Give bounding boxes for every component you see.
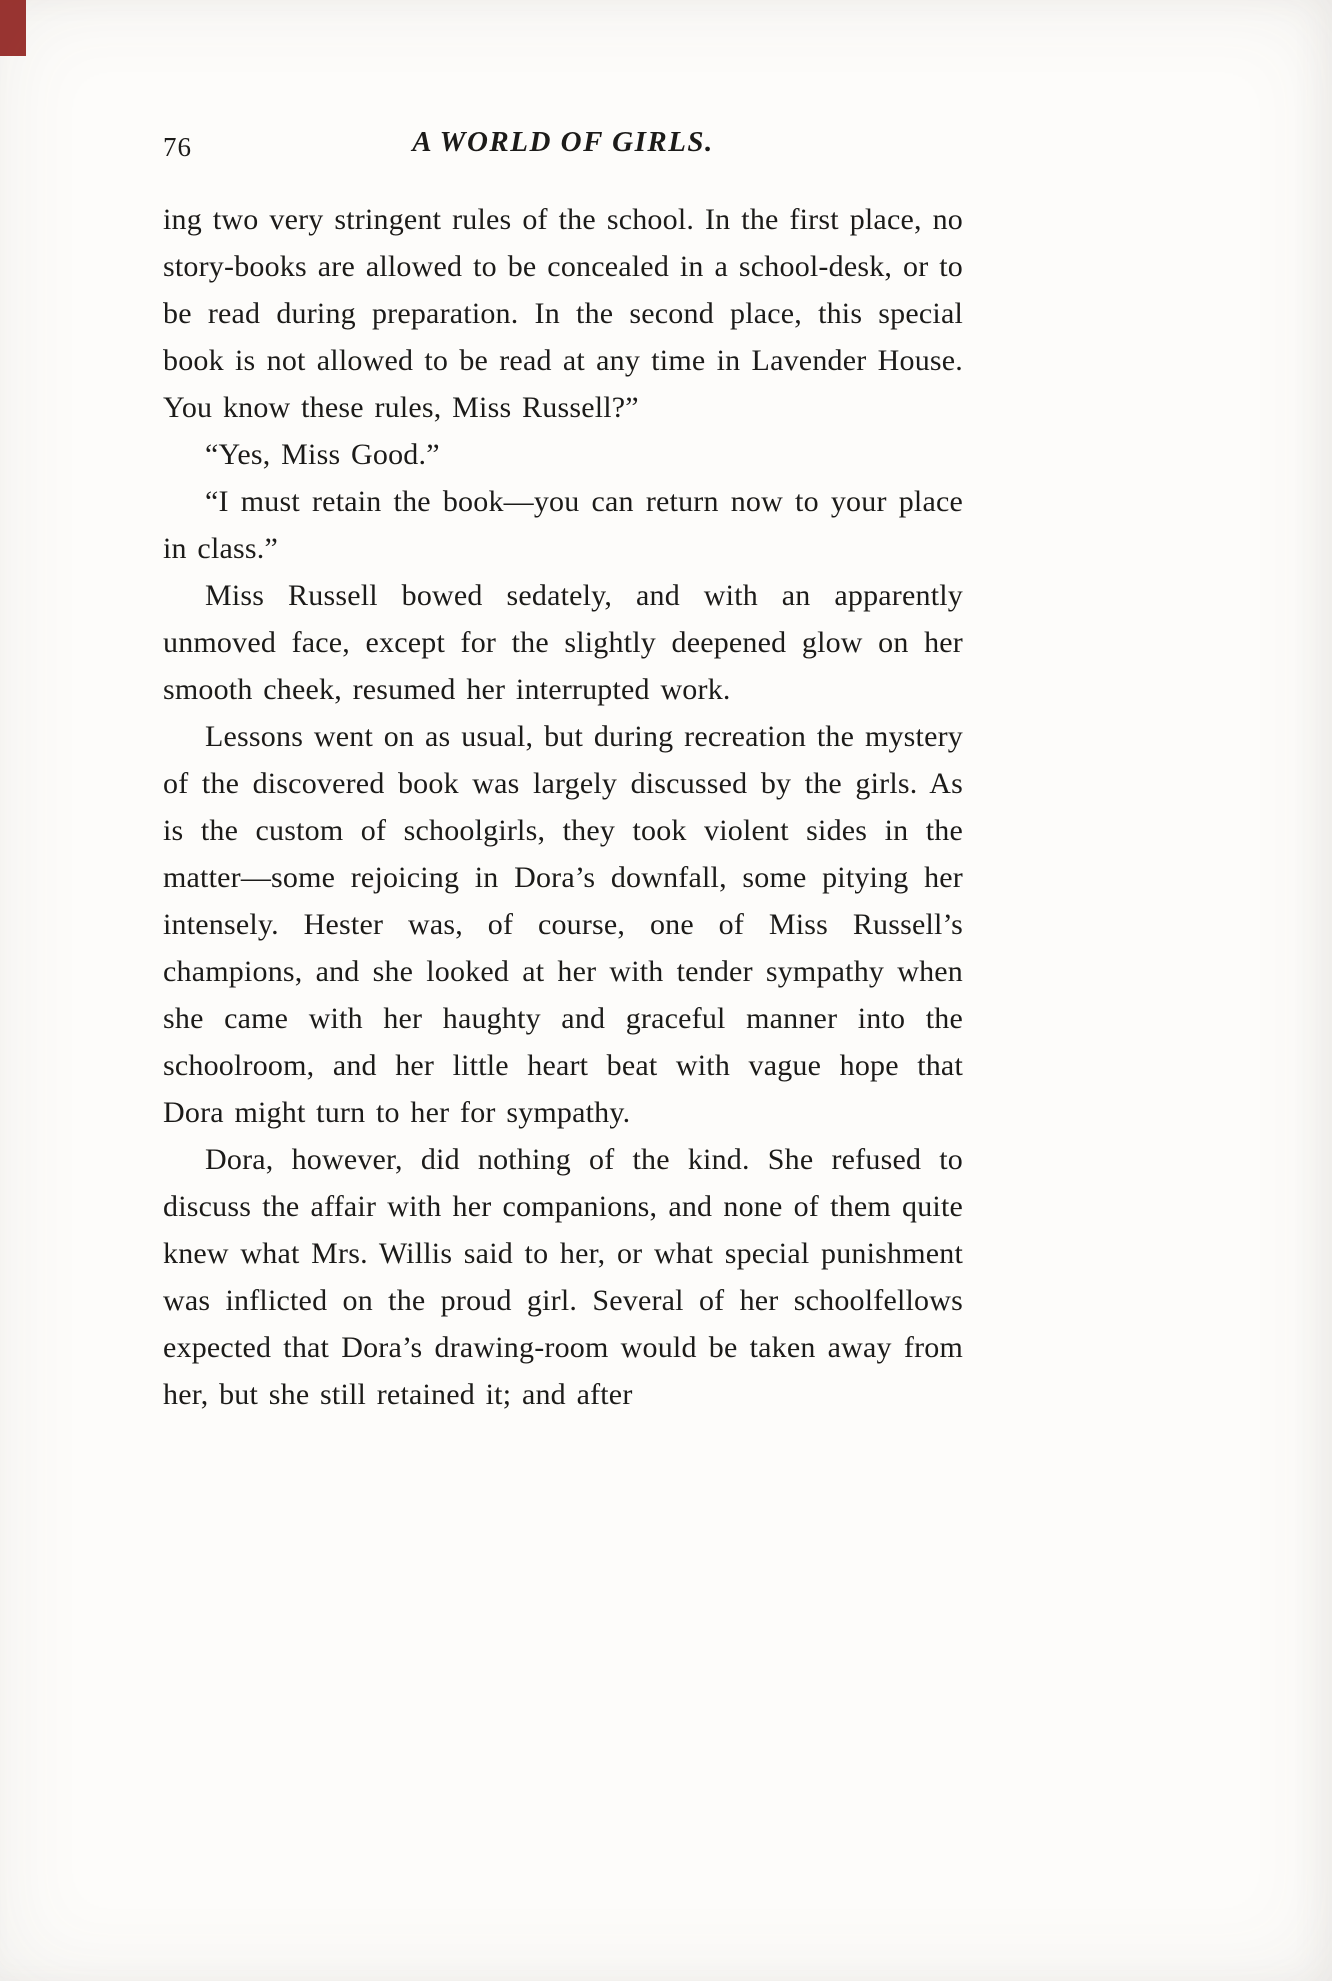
running-header-title: A WORLD OF GIRLS. — [412, 126, 714, 158]
paragraph: Lessons went on as usual, but during recreation the mystery of the discovered book was largely discussed by the girls. As is the custom of schoolgirls, they took violent sides in the matter—some rejoicing in Dora’s downfall, some pitying her intensely. Hester was, of course, one of Miss Russell’s champions, and she looked at her with tender sympathy when she came with her haughty and graceful manner into the schoolroom, and her little heart beat with vague hope that Dora might turn to her for sympathy. — [163, 720, 963, 1129]
page-number: 76 — [163, 132, 192, 162]
body-text — [163, 196, 963, 1418]
paragraph: “I must retain the book—you can return now to your place in class.” — [163, 485, 963, 565]
page-header — [163, 126, 963, 178]
paragraph: ing two very stringent rules of the school. In the first place, no story-books are allowed to be concealed in a school-desk, or to be read during preparation. In the second place, this special book is not allowed to be read at any time in Lavender House. You know these rules, Miss Russell?” — [163, 203, 963, 424]
paragraph: Dora, however, did nothing of the kind. She refused to discuss the affair with her companions, and none of them quite knew what Mrs. Willis said to her, or what special punishment was inflicted on the proud girl. Several of her schoolfellows expected that Dora’s drawing-room would be taken away from her, but she still retained it; and after — [163, 1143, 963, 1411]
text-column — [163, 126, 963, 1418]
paragraph: Miss Russell bowed sedately, and with an apparently unmoved face, except for the slightly deepened glow on her smooth cheek, resumed her interrupted work. — [163, 579, 963, 706]
scan-artifact-mark — [0, 0, 26, 56]
paragraph: “Yes, Miss Good.” — [205, 438, 440, 471]
